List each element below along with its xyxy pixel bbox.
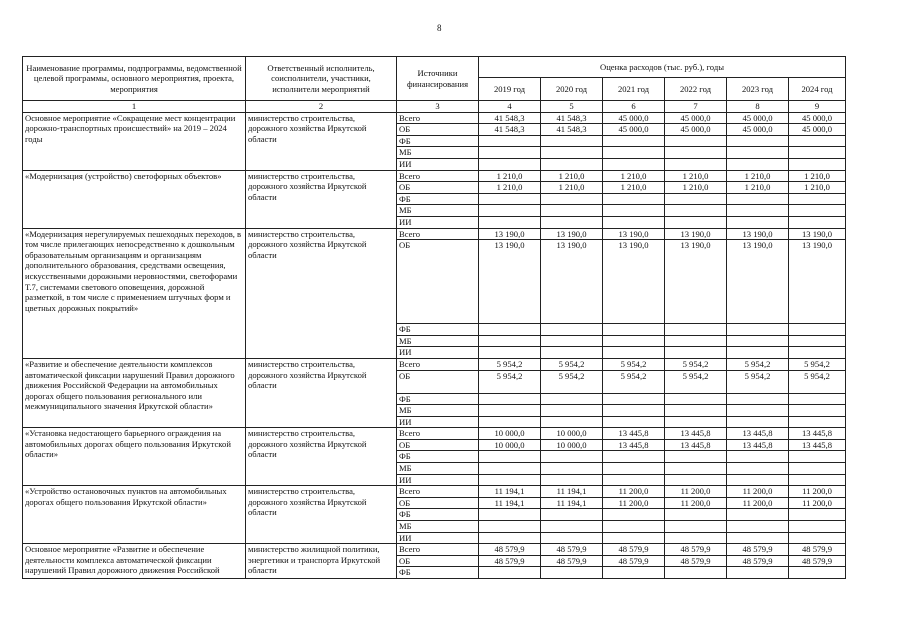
amount-cell: 45 000,0 <box>665 124 727 136</box>
amount-cell: 10 000,0 <box>541 439 603 451</box>
amount-cell <box>665 416 727 428</box>
expense-table <box>22 56 846 579</box>
amount-cell <box>541 147 603 159</box>
amount-cell: 1 210,0 <box>727 182 789 194</box>
funding-source: ОБ <box>397 555 479 567</box>
column-number: 9 <box>789 101 846 113</box>
amount-cell <box>603 521 665 533</box>
amount-cell <box>789 135 846 147</box>
amount-cell <box>541 451 603 463</box>
amount-cell <box>541 521 603 533</box>
header-year: 2021 год <box>603 78 665 101</box>
amount-cell: 48 579,9 <box>479 555 541 567</box>
executor: министерство строительства, дорожного хозяйства Иркутской области <box>246 486 397 544</box>
column-number: 3 <box>397 101 479 113</box>
table-row <box>23 544 846 556</box>
amount-cell: 41 548,3 <box>541 124 603 136</box>
funding-source: ИИ <box>397 532 479 544</box>
amount-cell: 13 190,0 <box>479 228 541 240</box>
amount-cell <box>479 147 541 159</box>
amount-cell <box>665 521 727 533</box>
column-number: 5 <box>541 101 603 113</box>
amount-cell <box>665 135 727 147</box>
amount-cell <box>541 135 603 147</box>
amount-cell: 5 954,2 <box>789 358 846 370</box>
amount-cell <box>603 324 665 336</box>
funding-source: ОБ <box>397 370 479 393</box>
amount-cell: 13 445,8 <box>603 439 665 451</box>
amount-cell <box>479 158 541 170</box>
amount-cell: 13 445,8 <box>665 428 727 440</box>
amount-cell <box>603 216 665 228</box>
header-year: 2020 год <box>541 78 603 101</box>
funding-source: ФБ <box>397 324 479 336</box>
amount-cell: 11 200,0 <box>727 497 789 509</box>
funding-source: ИИ <box>397 158 479 170</box>
amount-cell <box>727 405 789 417</box>
amount-cell: 48 579,9 <box>665 555 727 567</box>
amount-cell: 48 579,9 <box>603 544 665 556</box>
amount-cell <box>603 393 665 405</box>
amount-cell <box>789 451 846 463</box>
amount-cell: 11 200,0 <box>789 486 846 498</box>
amount-cell: 11 200,0 <box>665 486 727 498</box>
amount-cell <box>541 405 603 417</box>
funding-source: ОБ <box>397 439 479 451</box>
amount-cell <box>789 205 846 217</box>
amount-cell: 11 194,1 <box>479 486 541 498</box>
amount-cell: 13 190,0 <box>479 240 541 324</box>
amount-cell <box>665 193 727 205</box>
amount-cell <box>789 416 846 428</box>
table-row <box>23 486 846 498</box>
table-row <box>23 428 846 440</box>
amount-cell <box>789 158 846 170</box>
amount-cell: 48 579,9 <box>603 555 665 567</box>
funding-source: ФБ <box>397 193 479 205</box>
amount-cell <box>603 147 665 159</box>
amount-cell: 5 954,2 <box>603 370 665 393</box>
amount-cell <box>727 135 789 147</box>
funding-source: ФБ <box>397 135 479 147</box>
amount-cell: 1 210,0 <box>789 170 846 182</box>
amount-cell: 45 000,0 <box>665 112 727 124</box>
amount-cell <box>541 474 603 486</box>
column-number: 7 <box>665 101 727 113</box>
activity-name: «Модернизация (устройство) светофорных объектов» <box>23 170 246 228</box>
amount-cell <box>541 393 603 405</box>
amount-cell <box>727 347 789 359</box>
amount-cell <box>541 509 603 521</box>
amount-cell <box>603 567 665 579</box>
amount-cell <box>541 347 603 359</box>
amount-cell: 11 194,1 <box>479 497 541 509</box>
amount-cell: 11 200,0 <box>665 497 727 509</box>
amount-cell: 1 210,0 <box>603 170 665 182</box>
funding-source: МБ <box>397 521 479 533</box>
funding-source: ФБ <box>397 567 479 579</box>
amount-cell <box>541 532 603 544</box>
column-numbers-row <box>23 101 846 113</box>
funding-source: ОБ <box>397 240 479 324</box>
amount-cell <box>541 216 603 228</box>
amount-cell <box>789 216 846 228</box>
amount-cell: 13 445,8 <box>665 439 727 451</box>
executor: министерство жилищной политики, энергетики и транспорта Иркутской области <box>246 544 397 579</box>
amount-cell <box>603 193 665 205</box>
amount-cell: 13 190,0 <box>603 228 665 240</box>
amount-cell <box>603 463 665 475</box>
funding-source: Всего <box>397 544 479 556</box>
amount-cell: 11 200,0 <box>727 486 789 498</box>
amount-cell <box>727 521 789 533</box>
amount-cell: 48 579,9 <box>789 544 846 556</box>
amount-cell <box>541 205 603 217</box>
amount-cell: 45 000,0 <box>727 124 789 136</box>
header-name: Наименование программы, подпрограммы, ведомственной целевой программы, основного мероприятия, проекта, мероприятия <box>23 57 246 101</box>
amount-cell <box>541 567 603 579</box>
table-row <box>23 112 846 124</box>
amount-cell <box>479 393 541 405</box>
amount-cell <box>727 474 789 486</box>
column-number: 1 <box>23 101 246 113</box>
amount-cell <box>789 567 846 579</box>
header-executor: Ответственный исполнитель, соисполнители, участники, исполнители мероприятий <box>246 57 397 101</box>
amount-cell <box>665 509 727 521</box>
amount-cell: 1 210,0 <box>665 170 727 182</box>
executor: министерство строительства, дорожного хозяйства Иркутской области <box>246 112 397 170</box>
amount-cell <box>789 335 846 347</box>
header-year: 2019 год <box>479 78 541 101</box>
header-year: 2023 год <box>727 78 789 101</box>
executor: министерство строительства, дорожного хозяйства Иркутской области <box>246 428 397 486</box>
amount-cell: 13 190,0 <box>789 228 846 240</box>
amount-cell <box>727 324 789 336</box>
amount-cell <box>665 451 727 463</box>
amount-cell: 45 000,0 <box>603 112 665 124</box>
header-estimate: Оценка расходов (тыс. руб.), годы <box>479 57 846 78</box>
activity-name: «Устройство остановочных пунктов на автомобильных дорогах общего пользования Иркутской области» <box>23 486 246 544</box>
funding-source: МБ <box>397 147 479 159</box>
amount-cell: 48 579,9 <box>789 555 846 567</box>
amount-cell: 5 954,2 <box>789 370 846 393</box>
funding-source: МБ <box>397 405 479 417</box>
funding-source: Всего <box>397 358 479 370</box>
amount-cell <box>603 135 665 147</box>
amount-cell <box>603 474 665 486</box>
amount-cell <box>789 532 846 544</box>
amount-cell <box>665 532 727 544</box>
executor: министерство строительства, дорожного хозяйства Иркутской области <box>246 170 397 228</box>
funding-source: ИИ <box>397 216 479 228</box>
amount-cell <box>479 205 541 217</box>
amount-cell <box>789 509 846 521</box>
amount-cell: 13 445,8 <box>727 439 789 451</box>
funding-source: ОБ <box>397 497 479 509</box>
amount-cell <box>603 451 665 463</box>
amount-cell: 13 190,0 <box>665 228 727 240</box>
amount-cell <box>789 193 846 205</box>
amount-cell: 48 579,9 <box>541 544 603 556</box>
amount-cell: 45 000,0 <box>789 124 846 136</box>
funding-source: ФБ <box>397 393 479 405</box>
funding-source: Всего <box>397 486 479 498</box>
amount-cell <box>789 463 846 475</box>
amount-cell: 13 445,8 <box>603 428 665 440</box>
amount-cell <box>603 158 665 170</box>
amount-cell: 13 190,0 <box>541 240 603 324</box>
amount-cell <box>541 335 603 347</box>
amount-cell <box>727 335 789 347</box>
amount-cell <box>479 405 541 417</box>
amount-cell <box>479 509 541 521</box>
amount-cell: 5 954,2 <box>727 358 789 370</box>
amount-cell: 13 445,8 <box>789 428 846 440</box>
amount-cell <box>541 193 603 205</box>
amount-cell: 13 190,0 <box>665 240 727 324</box>
amount-cell: 1 210,0 <box>479 182 541 194</box>
amount-cell <box>479 567 541 579</box>
funding-source: Всего <box>397 170 479 182</box>
funding-source: ФБ <box>397 451 479 463</box>
amount-cell <box>603 532 665 544</box>
amount-cell: 48 579,9 <box>479 544 541 556</box>
amount-cell <box>665 567 727 579</box>
activity-name: «Модернизация нерегулируемых пешеходных переходов, в том числе прилегающих непосредственно к дошкольным образовательным организациям и организациям дополнительного образования, средствами освещения, искусственными дорожными неровностями, светофорами Т.7, системами светового оповещения, дорожной разметкой, в том числе с применением штучных форм и цветных дорожных покрытий» <box>23 228 246 358</box>
amount-cell <box>665 393 727 405</box>
amount-cell <box>727 567 789 579</box>
amount-cell <box>665 335 727 347</box>
funding-source: ОБ <box>397 182 479 194</box>
amount-cell <box>665 324 727 336</box>
amount-cell <box>727 216 789 228</box>
amount-cell <box>727 509 789 521</box>
amount-cell: 13 190,0 <box>603 240 665 324</box>
amount-cell: 13 190,0 <box>541 228 603 240</box>
executor: министерство строительства, дорожного хозяйства Иркутской области <box>246 228 397 358</box>
amount-cell: 11 200,0 <box>789 497 846 509</box>
amount-cell: 5 954,2 <box>479 370 541 393</box>
amount-cell: 5 954,2 <box>665 358 727 370</box>
activity-name: «Установка недостающего барьерного ограждения на автомобильных дорогах общего пользования Иркутской области» <box>23 428 246 486</box>
funding-source: МБ <box>397 335 479 347</box>
amount-cell: 13 445,8 <box>789 439 846 451</box>
amount-cell: 5 954,2 <box>541 370 603 393</box>
amount-cell <box>727 463 789 475</box>
amount-cell <box>727 205 789 217</box>
amount-cell <box>541 463 603 475</box>
funding-source: МБ <box>397 463 479 475</box>
amount-cell <box>665 216 727 228</box>
funding-source: ИИ <box>397 474 479 486</box>
amount-cell <box>603 416 665 428</box>
funding-source: ИИ <box>397 416 479 428</box>
amount-cell: 5 954,2 <box>541 358 603 370</box>
amount-cell: 10 000,0 <box>541 428 603 440</box>
amount-cell: 13 190,0 <box>727 228 789 240</box>
amount-cell: 5 954,2 <box>479 358 541 370</box>
amount-cell <box>479 335 541 347</box>
amount-cell: 41 548,3 <box>479 124 541 136</box>
activity-name: «Развитие и обеспечение деятельности комплексов автоматической фиксации нарушений Правил дорожного движения Российской Федерации на автомобильных дорогах общего пользования регионального или межмуниципального значения Иркутской области» <box>23 358 246 427</box>
amount-cell <box>727 147 789 159</box>
amount-cell <box>665 405 727 417</box>
amount-cell: 45 000,0 <box>603 124 665 136</box>
amount-cell: 10 000,0 <box>479 439 541 451</box>
amount-cell <box>479 474 541 486</box>
amount-cell: 41 548,3 <box>479 112 541 124</box>
amount-cell <box>479 193 541 205</box>
amount-cell: 1 210,0 <box>541 170 603 182</box>
amount-cell: 5 954,2 <box>665 370 727 393</box>
amount-cell <box>603 335 665 347</box>
amount-cell <box>603 347 665 359</box>
amount-cell <box>479 463 541 475</box>
amount-cell <box>789 147 846 159</box>
amount-cell: 1 210,0 <box>603 182 665 194</box>
amount-cell: 1 210,0 <box>541 182 603 194</box>
activity-name: Основное мероприятие «Развитие и обеспечение деятельности комплекса автоматической фиксации нарушений Правил дорожного движения Российской <box>23 544 246 579</box>
amount-cell <box>665 205 727 217</box>
amount-cell: 13 190,0 <box>727 240 789 324</box>
funding-source: Всего <box>397 428 479 440</box>
amount-cell: 5 954,2 <box>603 358 665 370</box>
funding-source: Всего <box>397 228 479 240</box>
amount-cell <box>727 193 789 205</box>
amount-cell <box>479 347 541 359</box>
amount-cell <box>789 393 846 405</box>
amount-cell <box>541 324 603 336</box>
amount-cell <box>727 416 789 428</box>
amount-cell <box>727 158 789 170</box>
funding-source: ФБ <box>397 509 479 521</box>
amount-cell <box>665 158 727 170</box>
amount-cell <box>603 205 665 217</box>
amount-cell <box>479 216 541 228</box>
amount-cell: 45 000,0 <box>789 112 846 124</box>
column-number: 4 <box>479 101 541 113</box>
amount-cell <box>541 416 603 428</box>
amount-cell: 1 210,0 <box>665 182 727 194</box>
amount-cell: 11 194,1 <box>541 486 603 498</box>
amount-cell: 48 579,9 <box>541 555 603 567</box>
amount-cell <box>789 405 846 417</box>
amount-cell <box>603 509 665 521</box>
amount-cell: 11 200,0 <box>603 497 665 509</box>
amount-cell <box>665 147 727 159</box>
amount-cell <box>479 451 541 463</box>
amount-cell <box>479 532 541 544</box>
column-number: 8 <box>727 101 789 113</box>
table-row <box>23 170 846 182</box>
amount-cell: 1 210,0 <box>479 170 541 182</box>
amount-cell <box>789 324 846 336</box>
funding-source: МБ <box>397 205 479 217</box>
activity-name: Основное мероприятие «Сокращение мест концентрации дорожно-транспортных происшествий» на 2019 – 2024 годы <box>23 112 246 170</box>
funding-source: ИИ <box>397 347 479 359</box>
amount-cell: 48 579,9 <box>665 544 727 556</box>
amount-cell: 41 548,3 <box>541 112 603 124</box>
page-number: 8 <box>437 23 442 33</box>
amount-cell <box>727 393 789 405</box>
amount-cell <box>479 416 541 428</box>
amount-cell <box>665 463 727 475</box>
amount-cell <box>665 347 727 359</box>
header-year: 2024 год <box>789 78 846 101</box>
amount-cell <box>479 324 541 336</box>
amount-cell: 1 210,0 <box>789 182 846 194</box>
amount-cell: 11 200,0 <box>603 486 665 498</box>
amount-cell <box>665 474 727 486</box>
funding-source: ОБ <box>397 124 479 136</box>
funding-source: Всего <box>397 112 479 124</box>
table-row <box>23 358 846 370</box>
header-year: 2022 год <box>665 78 727 101</box>
executor: министерство строительства, дорожного хозяйства Иркутской области <box>246 358 397 427</box>
amount-cell: 48 579,9 <box>727 544 789 556</box>
amount-cell: 45 000,0 <box>727 112 789 124</box>
amount-cell: 10 000,0 <box>479 428 541 440</box>
amount-cell <box>541 158 603 170</box>
amount-cell: 1 210,0 <box>727 170 789 182</box>
amount-cell <box>479 521 541 533</box>
amount-cell: 48 579,9 <box>727 555 789 567</box>
table-row <box>23 228 846 240</box>
amount-cell <box>603 405 665 417</box>
amount-cell <box>727 532 789 544</box>
amount-cell: 13 445,8 <box>727 428 789 440</box>
column-number: 2 <box>246 101 397 113</box>
amount-cell <box>727 451 789 463</box>
amount-cell <box>789 521 846 533</box>
header-source: Источники финансирования <box>397 57 479 101</box>
amount-cell: 11 194,1 <box>541 497 603 509</box>
column-number: 6 <box>603 101 665 113</box>
amount-cell: 5 954,2 <box>727 370 789 393</box>
amount-cell <box>789 474 846 486</box>
amount-cell <box>479 135 541 147</box>
amount-cell: 13 190,0 <box>789 240 846 324</box>
amount-cell <box>789 347 846 359</box>
